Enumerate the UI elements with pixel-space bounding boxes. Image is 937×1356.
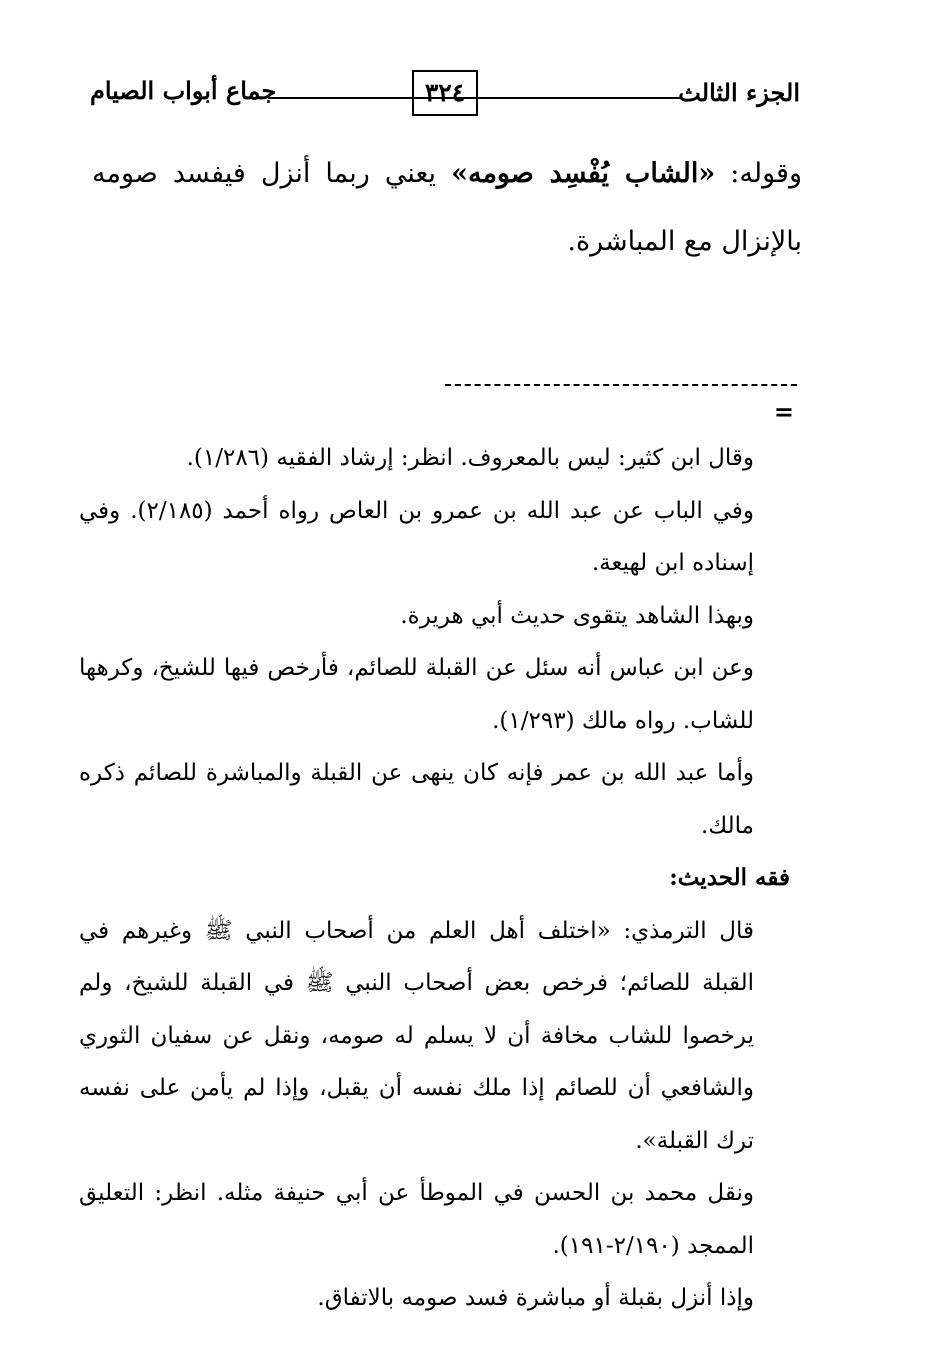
header-rule-right	[480, 97, 680, 99]
footnote-paragraph: قال الترمذي: «اختلف أهل العلم من أصحاب النبي ﷺ وغيرهم في القبلة للصائم؛ فرخص بعض أصحاب النبي ﷺ في القبلة للشيخ، ولم يرخصوا للشاب مخافة أن لا يسلم له صومه، ونقل عن سفيان الثوري والشافعي أن للصائم إذا ملك نفسه أن يقبل، وإذا لم يأمن على نفسه ترك القبلة».	[79, 917, 754, 1154]
page-number-box: ٣٢٤	[412, 70, 478, 116]
main-rest: يعني ربما أنزل فيفسد صومه بالإنزال مع المباشرة.	[92, 158, 802, 257]
volume-title: الجزء الثالث	[678, 78, 800, 107]
footnotes-block	[79, 432, 790, 1325]
section-heading: فقه الحديث:	[669, 864, 790, 891]
footnote-paragraph: وأما عبد الله بن عمر فإنه كان ينهى عن القبلة والمباشرة للصائم ذكره مالك.	[79, 760, 754, 839]
footnote-paragraph: ونقل محمد بن الحسن في الموطأ عن أبي حنيفة مثله. انظر: التعليق الممجد (٢/١٩٠-١٩١).	[79, 1180, 754, 1259]
header-rule-left	[268, 97, 488, 99]
footnote-separator	[445, 384, 797, 386]
main-prefix: وقوله:	[715, 158, 802, 189]
chapter-title: جماع أبواب الصيام	[90, 76, 277, 105]
footnote-paragraph: وقال ابن كثير: ليس بالمعروف. انظر: إرشاد الفقيه (١/٢٨٦).	[186, 445, 754, 471]
footnote-paragraph: وعن ابن عباس أنه سئل عن القبلة للصائم، فأرخص فيها للشيخ، وكرهها للشاب. رواه مالك (١/٢٩٣).	[79, 655, 754, 734]
footnote-paragraph: وفي الباب عن عبد الله بن عمرو بن العاص رواه أحمد (٢/١٨٥). وفي إسناده ابن لهيعة.	[79, 497, 754, 576]
page-header	[80, 68, 800, 122]
footnote-paragraph: وبهذا الشاهد يتقوى حديث أبي هريرة.	[400, 602, 754, 629]
main-paragraph	[92, 140, 802, 276]
main-quote: «الشاب يُفْسِد صومه»	[451, 158, 716, 189]
footnote-continuation-mark: =	[773, 397, 794, 426]
footnote-paragraph: وإذا أنزل بقبلة أو مباشرة فسد صومه بالاتفاق.	[317, 1285, 754, 1311]
